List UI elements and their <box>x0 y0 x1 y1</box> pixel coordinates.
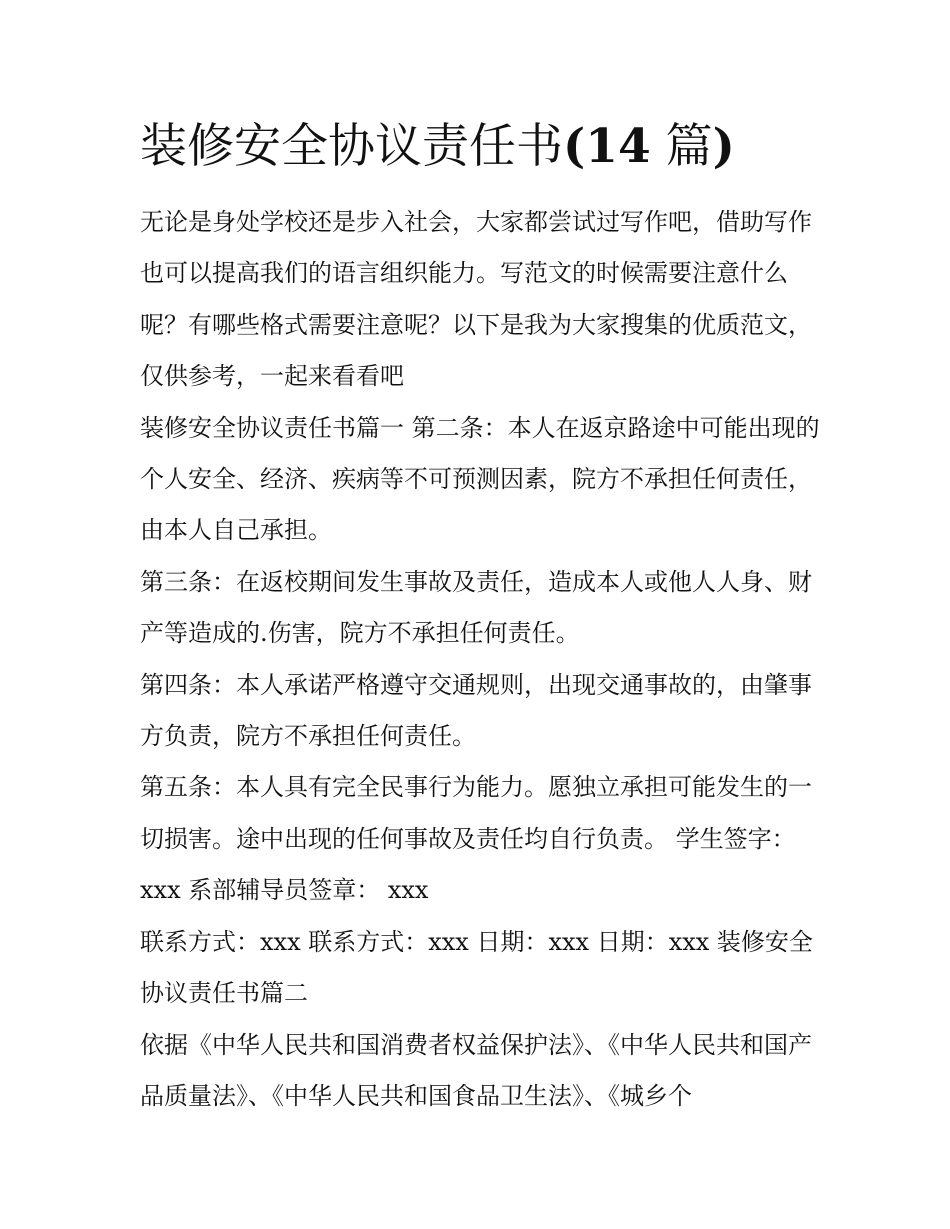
article-five-paragraph: 第五条：本人具有完全民事行为能力。愿独立承担可能发生的一切损害。途中出现的任何事故及责任均自行负责。 学生签字：xxx 系部辅导员签章： xxx <box>140 773 812 905</box>
article-two-paragraph: 装修安全协议责任书篇一 第二条：本人在返京路途中可能出现的个人安全、经济、疾病等不可预测因素，院方不承担任何责任，由本人自己承担。 <box>140 413 820 545</box>
title-unit: 篇 <box>650 119 713 174</box>
title-main: 装修安全协议责任书 <box>140 119 563 174</box>
page-title <box>140 112 840 182</box>
article-four-paragraph: 第四条：本人承诺严格遵守交通规则，出现交通事故的，由肇事方负责，院方不承担任何责任。 <box>140 670 812 751</box>
intro-paragraph: 无论是身处学校还是步入社会，大家都尝试过写作吧，借助写作也可以提高我们的语言组织能力。写范文的时候需要注意什么呢？有哪些格式需要注意呢？以下是我为大家搜集的优质范文，仅供参考，一起来看看吧 <box>140 208 812 391</box>
contact-paragraph: 联系方式：xxx 联系方式：xxx 日期：xxx 日期：xxx 装修安全协议责任书篇二 <box>140 927 813 1008</box>
title-close-paren: ) <box>712 119 735 174</box>
document-body <box>140 197 820 1122</box>
legal-basis-paragraph: 依据《中华人民共和国消费者权益保护法》、《中华人民共和国产品质量法》、《中华人民共和国食品卫生法》、《城乡个 <box>140 1030 812 1110</box>
article-three-paragraph: 第三条：在返校期间发生事故及责任，造成本人或他人人身、财产等造成的.伤害，院方不承担任何责任。 <box>140 567 812 648</box>
title-open-paren: ( <box>563 119 586 174</box>
title-count: 14 <box>585 119 651 174</box>
